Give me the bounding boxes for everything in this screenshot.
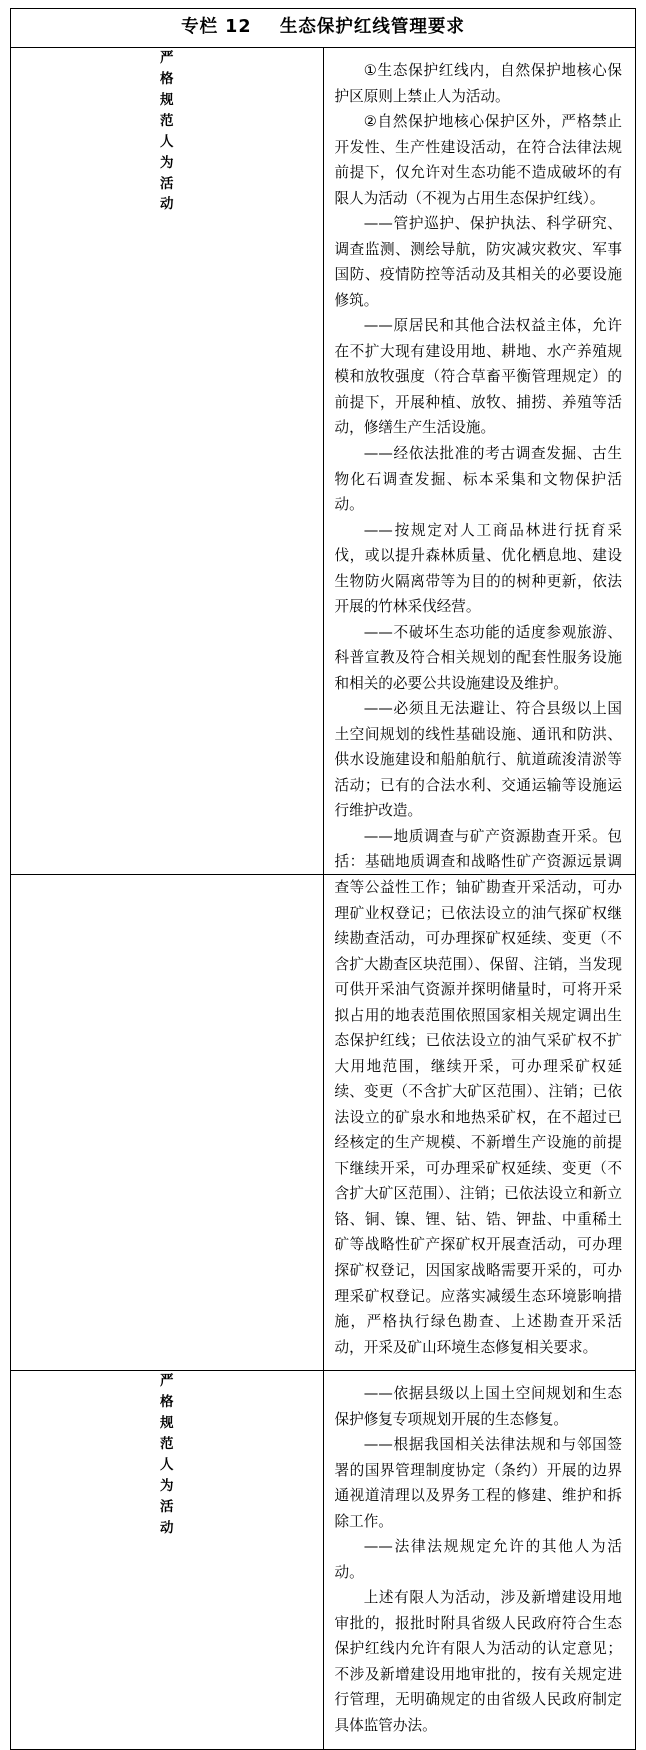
paragraph: ①生态保护红线内，自然保护地核心保护区原则上禁止人为活动。 <box>334 62 622 105</box>
section-label-cell-2 <box>11 1371 324 1749</box>
feature-box-table <box>10 8 636 1750</box>
paragraph: ——经依法批准的考古调查发掘、古生物化石调查发掘、标本采集和文物保护活动。 <box>334 444 622 514</box>
section-body-cell-2 <box>323 1371 636 1749</box>
paragraph: ——不破坏生态功能的适度参观旅游、科普宣教及符合相关规划的配套性服务设施和相关的必要公共设施建设及维护。 <box>334 623 622 692</box>
section-label-wrapper-2 <box>11 1371 323 1538</box>
section-label-2: 严格规范人为活动 <box>160 1373 174 1536</box>
paragraph: ——原居民和其他合法权益主体，允许在不扩大现有建设用地、耕地、水产养殖规模和放牧强度（符合草畜平衡管理规定）的前提下，开展种植、放牧、捕捞、养殖等活动，修缮生产生活设施。 <box>334 317 622 437</box>
section-label-cell-1 <box>11 48 324 1371</box>
box-title: 专栏 12 生态保护红线管理要求 <box>181 17 465 37</box>
section-label-wrapper-1 <box>11 48 323 215</box>
section-label-1: 严格规范人为活动 <box>160 50 174 213</box>
paragraph: ②自然保护地核心保护区外，严格禁止开发性、生产性建设活动，在符合法律法规前提下，仅允许对生态功能不造成破坏的有限人为活动（不视为占用生态保护红线）。 <box>334 113 622 207</box>
paragraph: 上述有限人为活动，涉及新增建设用地审批的，报批时附具省级人民政府符合生态保护红线内允许有限人为活动的认定意见；不涉及新增建设用地审批的，按有关规定进行管理，无明确规定的由省级人民政府制定具体监管办法。 <box>334 1589 622 1734</box>
paragraph: ——根据我国相关法律法规和与邻国签署的国界管理制度协定（条约）开展的边界通视道清理以及界务工程的修建、维护和拆除工作。 <box>334 1436 622 1530</box>
section-body-cell-1 <box>323 48 636 1371</box>
page-bottom-rule <box>10 874 636 875</box>
section-row-1 <box>11 48 636 1371</box>
paragraph: ——按规定对人工商品林进行抚育采伐，或以提升森林质量、优化栖息地、建设生物防火隔离带等为目的的树种更新，依法开展的竹林采伐经营。 <box>334 521 622 616</box>
title-row <box>11 9 636 48</box>
paragraph: ——管护巡护、保护执法、科学研究、调查监测、测绘导航，防灾减灾救灾、军事国防、疫情防控等活动及其相关的必要设施修筑。 <box>334 215 622 309</box>
paragraph: ——地质调查与矿产资源勘查开采。包括：基础地质调查和战略性矿产资源远景调查等公益性工作；铀矿勘查开采活动，可办理矿业权登记；已依法设立的油气探矿权继续勘查活动，可办理探矿权延续、变更（不含扩大勘查区块范围）、保留、注销，当发现可供开采油气资源并探明储量时，可将开采拟占用的地表范围依照国家相关规定调出生态保护红线；已依法设立的油气采矿权不扩大用地范围，继续开采，可办理采矿权延续、变更（不含扩大矿区范围）、注销；已依法设立的矿泉水和地热采矿权，在不超过已经核定的生产规模、不新增生产设施的前提下继续开采，可办理采矿权延续、变更（不含扩大矿区范围）、注销；已依法设立和新立铬、铜、镍、锂、钴、锆、钾盐、中重稀土矿等战略性矿产探矿权开展查活动，可办理探矿权登记，因国家战略需要开采的，可办理采矿权登记。应落实减缓生态环境影响措施，严格执行绿色勘查、上述勘查开采活动，开采及矿山环境生态修复相关要求。 <box>334 827 622 1356</box>
paragraph: ——必须且无法避让、符合县级以上国土空间规划的线性基础设施、通讯和防洪、供水设施建设和船舶航行、航道疏浚清淤等活动；已有的合法水利、交通运输等设施运行维护改造。 <box>334 700 622 820</box>
box-title-cell <box>11 9 636 48</box>
paragraph: ——依据县级以上国土空间规划和生态保护修复专项规划开展的生态修复。 <box>334 1385 622 1428</box>
section-row-2 <box>11 1371 636 1749</box>
paragraph: ——法律法规规定允许的其他人为活动。 <box>334 1538 622 1581</box>
